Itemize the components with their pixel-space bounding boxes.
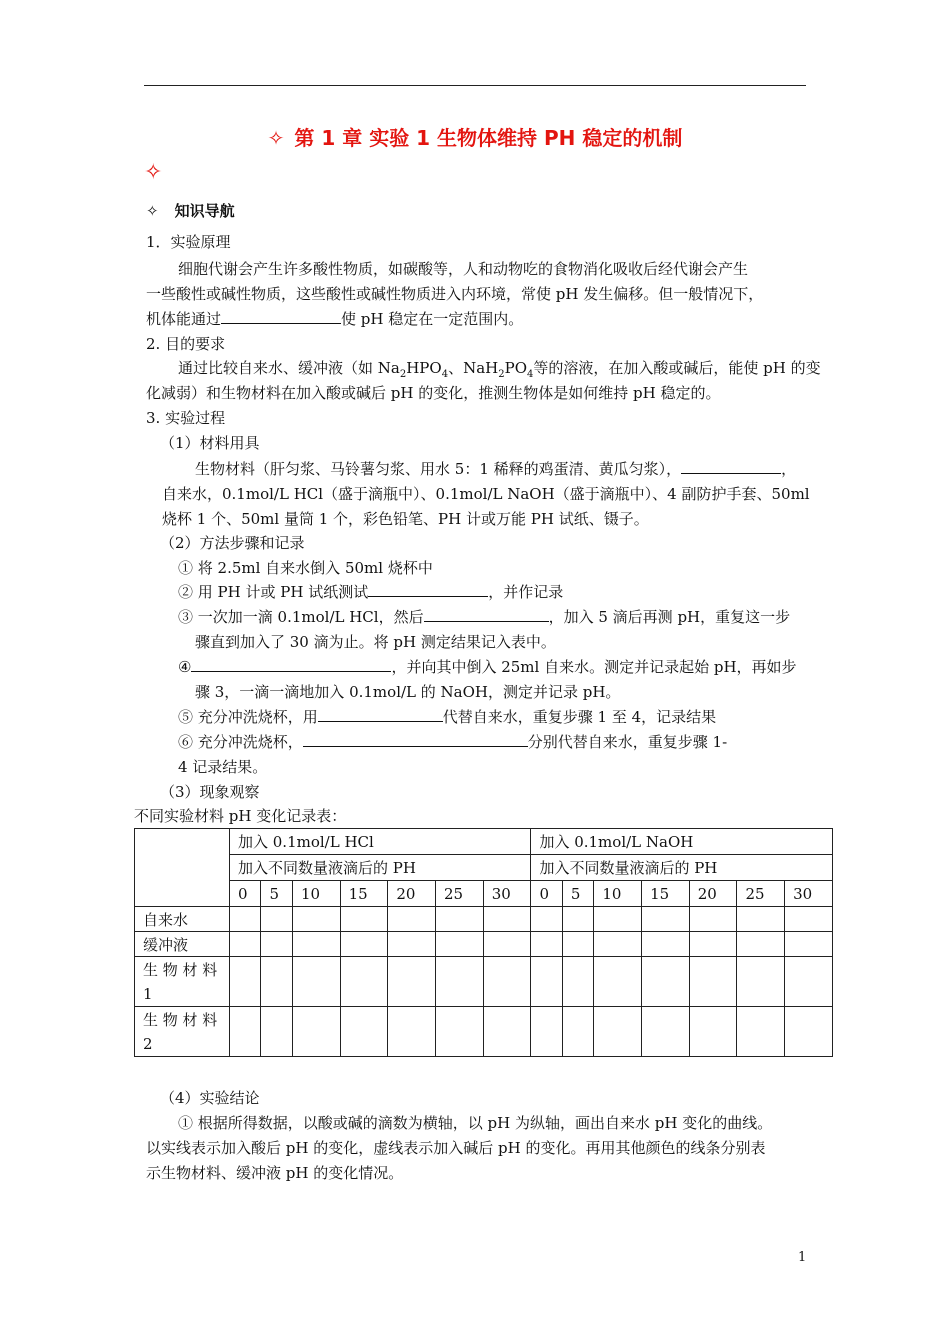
step-6-line2: 4 记录结果。 — [178, 758, 268, 776]
text: 代替自来水，重复步骤 1 至 4，记录结果 — [442, 708, 717, 726]
sub: 2 — [498, 369, 505, 380]
table-row — [135, 932, 833, 957]
fill-blank — [303, 732, 528, 747]
text: PO — [504, 359, 527, 377]
text: HPO — [406, 359, 442, 377]
s1-para-line3 — [146, 309, 523, 329]
text: ，加入 5 滴后再测 pH，重复这一步 — [548, 608, 791, 626]
text: ⑥ 充分冲洗烧杯， — [178, 733, 303, 751]
fill-blank — [191, 657, 391, 672]
diamond-icon: ✧ — [146, 202, 159, 220]
drop-count: 10 — [594, 881, 642, 907]
fill-blank — [318, 707, 443, 722]
text: ， — [781, 460, 797, 478]
text: 通过比较自来水、缓冲液（如 Na — [178, 359, 400, 377]
drop-count: 5 — [562, 881, 593, 907]
drop-count: 0 — [230, 881, 261, 907]
row-label: 生 物 材 料 1 — [135, 957, 230, 1007]
text: 机体能通过 — [146, 310, 222, 328]
acid-subheader: 加入不同数量液滴后的 PH — [230, 855, 531, 881]
sub: 2 — [399, 369, 407, 380]
s3-1-line1 — [195, 459, 796, 479]
text: 生物材料（肝匀浆、马铃薯匀浆、用水 5：1 稀释的鸡蛋清、黄瓜匀浆）， — [195, 460, 682, 478]
text: ② 用 PH 计或 PH 试纸测试 — [178, 583, 369, 601]
text: ，并作记录 — [488, 583, 564, 601]
s2-heading: 2. 目的要求 — [146, 335, 226, 353]
drop-count: 20 — [388, 881, 436, 907]
conclusion-line2: 以实线表示加入酸后 pH 的变化，虚线表示加入碱后 pH 的变化。再用其他颜色的线条分别表 — [146, 1139, 766, 1157]
drop-count: 30 — [785, 881, 833, 907]
acid-header: 加入 0.1mol/L HCl — [230, 829, 531, 855]
conclusion-line3: 示生物材料、缓冲液 pH 的变化情况。 — [146, 1164, 404, 1182]
drop-count: 10 — [292, 881, 340, 907]
page-title — [0, 122, 950, 151]
s1-para-line2: 一些酸性或碱性物质，这些酸性或碱性物质进入内环境，常使 pH 发生偏移。但一般情况下， — [146, 285, 764, 303]
step-1: ① 将 2.5ml 自来水倒入 50ml 烧杯中 — [178, 559, 433, 577]
table-caption: 不同实验材料 pH 变化记录表： — [134, 807, 347, 825]
base-header: 加入 0.1mol/L NaOH — [531, 829, 833, 855]
conclusion-line1: ① 根据所得数据，以酸或碱的滴数为横轴，以 pH 为纵轴，画出自来水 pH 变化的曲线。 — [178, 1114, 773, 1132]
step-3-line2: 骤直到加入了 30 滴为止。将 pH 测定结果记入表中。 — [195, 633, 556, 651]
fill-blank — [681, 459, 781, 474]
s2-para-line1 — [178, 358, 821, 385]
drop-count: 20 — [689, 881, 737, 907]
s3-4-heading: （4）实验结论 — [160, 1089, 260, 1107]
row-label: 生 物 材 料 2 — [135, 1007, 230, 1057]
fill-blank — [221, 309, 341, 324]
step-6-line1 — [178, 732, 727, 752]
page-number: 1 — [798, 1250, 807, 1265]
title-text: 第 1 章 实验 1 生物体维持 PH 稳定的机制 — [294, 126, 683, 150]
s1-heading: 1．实验原理 — [146, 233, 231, 251]
section-heading — [146, 200, 235, 221]
row-label: 缓冲液 — [135, 932, 230, 957]
row-label: 自来水 — [135, 907, 230, 932]
sub: 4 — [441, 369, 449, 380]
text: ④ — [178, 658, 192, 676]
diamond-icon: ✧ — [267, 126, 285, 150]
step-2 — [178, 582, 563, 602]
text: 使 pH 稳定在一定范围内。 — [341, 310, 524, 328]
drop-count: 25 — [436, 881, 484, 907]
ph-record-table — [134, 828, 833, 1057]
s3-1-line2: 自来水，0.1mol/L HCl（盛于滴瓶中）、0.1mol/L NaOH（盛于滴瓶中）、4 副防护手套、50ml — [162, 485, 810, 503]
text: ⑤ 充分冲洗烧杯，用 — [178, 708, 318, 726]
text: 分别代替自来水，重复步骤 1- — [527, 733, 728, 751]
table-row — [135, 957, 833, 1007]
step-4-line1 — [178, 657, 797, 677]
step-3-line1 — [178, 607, 790, 627]
s3-1-heading: （1）材料用具 — [160, 434, 260, 452]
drop-count: 15 — [642, 881, 690, 907]
top-rule — [144, 85, 806, 86]
drop-count: 0 — [531, 881, 562, 907]
text: 、NaH — [448, 359, 499, 377]
drop-count: 30 — [483, 881, 531, 907]
section-title: 知识导航 — [174, 202, 235, 220]
s3-1-line3: 烧杯 1 个、50ml 量筒 1 个，彩色铅笔、PH 计或万能 PH 试纸、镊子。 — [162, 510, 649, 528]
table-row — [135, 907, 833, 932]
drop-count: 25 — [737, 881, 785, 907]
text: 等的溶液，在加入酸或碱后，能使 pH 的变 — [533, 359, 821, 377]
red-diamond-icon: ✧ — [144, 160, 163, 185]
fill-blank — [368, 582, 488, 597]
step-4-line2: 骤 3，一滴一滴地加入 0.1mol/L 的 NaOH，测定并记录 pH。 — [195, 683, 621, 701]
s2-para-line2: 化减弱）和生物材料在加入酸或碱后 pH 的变化，推测生物体是如何维持 pH 稳定的。 — [146, 384, 721, 402]
drop-count: 5 — [261, 881, 292, 907]
corner-cell — [135, 829, 230, 907]
text: ③ 一次加一滴 0.1mol/L HCl，然后 — [178, 608, 424, 626]
step-5 — [178, 707, 716, 727]
sub: 4 — [527, 369, 534, 380]
s3-2-heading: （2）方法步骤和记录 — [160, 534, 305, 552]
s3-heading: 3. 实验过程 — [146, 409, 226, 427]
s3-3-heading: （3）现象观察 — [160, 783, 260, 801]
s1-para-line1: 细胞代谢会产生许多酸性物质，如碳酸等，人和动物吃的食物消化吸收后经代谢会产生 — [178, 260, 749, 278]
drop-count: 15 — [340, 881, 388, 907]
text: ，并向其中倒入 25ml 自来水。测定并记录起始 pH，再如步 — [391, 658, 797, 676]
fill-blank — [424, 607, 549, 622]
base-subheader: 加入不同数量液滴后的 PH — [531, 855, 833, 881]
table-row — [135, 1007, 833, 1057]
